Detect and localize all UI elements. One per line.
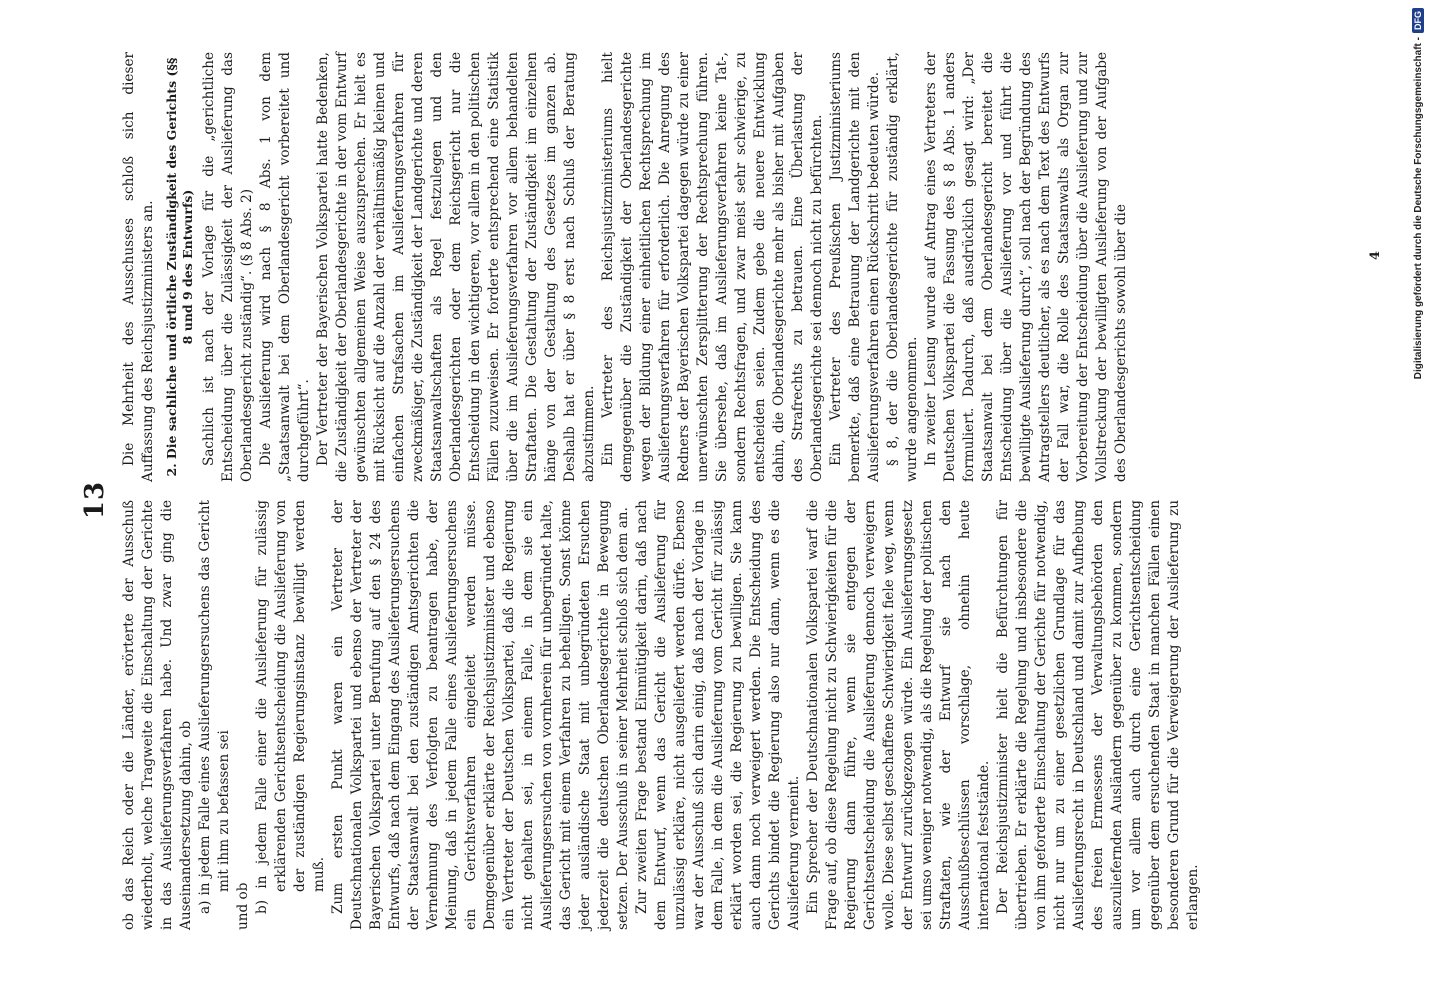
paragraph: Zum ersten Punkt waren ein Vertreter der Deutschnationalen Volkspartei und ebenso der Vertreter der Bayerischen Volkspartei unter Berufung auf den § 24 des Entwurfs, daß nach dem Eingang des Auslieferungsersuchens der Staatsanwalt bei den zuständigen Amtsgerichten die Vernehmung des Verfolgten zu beantragen habe, der Meinung, daß in jedem Falle eines Auslieferungsersuchens ein Gerichtsverfahren eingeleitet werden müsse. Demgegenüber erklärte der Reichsjustizminister und ebenso ein Vertreter der Deutschen Volkspartei, daß die Regierung nicht gehalten sei, in einem Falle, in dem sie ein Auslieferungsersuchen von vornherein für unbegründet halte, das Gericht mit einem Verfahren zu behelligen. Sonst könne jeder ausländische Staat mit unbegründeten Ersuchen jederzeit die deutschen Oberlandesgerichte in Bewegung setzen. Der Ausschuß in seiner Mehrheit schloß sich dem an. (330, 500, 631, 930)
section-heading: 2. Die sachliche und örtliche Zuständigkeit des Gerichts (§§ 8 und 9 des Entwurfs) (164, 57, 195, 477)
connector-text: und ob (235, 882, 251, 930)
page-number: 13 (80, 480, 110, 520)
dfg-logo: DFG (1412, 8, 1424, 33)
paragraph: Die Auslieferung wird nach § 8 Abs. 1 von dem „Staatsanwalt bei dem Oberlandesgericht vorbereitet und durchgeführt“. (258, 52, 312, 482)
paragraph: § 8, der die Oberlandesgerichte für zuständig erklärt, wurde angenommen. (885, 52, 920, 482)
left-column (120, 500, 1203, 930)
paragraph: Der Vertreter der Bayerischen Volkspartei hatte Bedenken, die Zuständigkeit der Oberlandesgerichte in der vom Entwurf gewünschten allgemeinen Weise auszusprechen. Er hielt es mit Rücksicht auf die Anzahl der verhältnismäßig kleinen und einfachen Strafsachen im Auslieferungsverfahren für zweckmäßiger, die Zuständigkeit der Landgerichte und deren Staatsanwaltschaften als Regel festzulegen und den Oberlandesgerichten oder dem Reichsgericht nur die Entscheidung in den wichtigeren, vor allem in den politischen Fällen zuzuweisen. Er forderte entsprechend eine Statistik über die im Auslieferungsverfahren vor allem behandelten Straftaten. Die Gestaltung der Zuständigkeit im einzelnen hänge von der Gestaltung des Gesetzes im ganzen ab. Deshalb hat er über § 8 erst nach Schluß der Beratung abzustimmen. (315, 52, 597, 482)
signature-mark: 4 (1368, 250, 1383, 260)
paragraph: In zweiter Lesung wurde auf Antrag eines Vertreters der Deutschen Volkspartei die Fassung des § 8 Abs. 1 anders formuliert. Dadurch, daß ausdrücklich gesagt wird: „Der Staatsanwalt bei dem Oberlandesgericht bereitet die Entscheidung über die Auslieferung vor und führt die bewilligte Auslieferung durch“, soll nach der Begründung des Antragstellers deutlicher, als es nach dem Text des Entwurfs der Fall war, die Rolle des Staatsanwalts als Organ zur Vorbereitung der Entscheidung über die Auslieferung und zur Vollstreckung der bewilligten Auslieferung von der Aufgabe des Oberlandesgerichts sowohl über die (923, 52, 1129, 482)
paragraph: Ein Sprecher der Deutschnationalen Volkspartei warf die Frage auf, ob diese Regelung nicht zu Schwierigkeiten für die Regierung dann führe, wenn sie entgegen der Gerichtsentscheidung die Auslieferung dennoch verweigern wolle. Diese selbst geschaffene Schwierigkeit fiele weg, wenn der Entwurf zurückgezogen würde. Ein Auslieferungsgesetz sei umso weniger notwendig, als die Regelung der politischen Straftaten, wie der Entwurf sie nach den Ausschußbeschlüssen vorschlage, ohnehin heute international feststände. (805, 500, 992, 930)
paragraph: Die Mehrheit des Ausschusses schloß sich dieser Auffassung des Reichsjustizministers an. (121, 52, 156, 482)
list-item-b: b) in jedem Falle einer die Auslieferung für zulässig erklärenden Gerichtsentscheidung die Auslieferung von der zuständigen Regierungsinstanz bewilligt werden muß. (254, 500, 327, 914)
paragraph: Der Reichsjustizminister hielt die Befürchtungen für übertrieben. Er erklärte die Regelung und insbesondere die von ihm geforderte Einschaltung der Gerichte für notwendig, nicht nur um zu einer gesetzlichen Grundlage für das Auslieferungsrecht in Deutschland und damit zur Aufhebung des freien Ermessens der Verwaltungsbehörden den auszuliefernden Ausländern gegenüber zu kommen, sondern um vor allem auch durch eine Gerichtsentscheidung gegenüber dem ersuchenden Staat in manchen Fällen einen besonderen Grund für die Verweigerung der Auslieferung zu erlangen. (995, 500, 1201, 930)
paragraph: Ein Vertreter des Reichsjustizministeriums hielt demgegenüber die Zuständigkeit der Oberlandesgerichte wegen der Bildung einer einheitlichen Rechtsprechung im Auslieferungsverfahren für erforderlich. Die Anregung des Redners der Bayerischen Volkspartei dagegen würde zu einer unerwünschten Zersplitterung der Rechtsprechung führen. Sie übersehe, daß im Auslieferungsverfahren keine Tat-, sondern Rechtsfragen, und zwar meist sehr schwierige, zu entscheiden seien. Zudem gebe die neuere Entwicklung dahin, die Oberlandesgerichte mehr als bisher mit Aufgaben des Strafrechts zu betrauen. Eine Überlastung der Oberlandesgerichte sei dennoch nicht zu befürchten. (600, 52, 825, 482)
paragraph: Ein Vertreter des Preußischen Justizministeriums bemerkte, daß eine Betrauung der Landgerichte mit den Auslieferungsverfahren einen Rückschritt bedeuten würde. (828, 52, 882, 482)
right-column (120, 52, 1131, 482)
digitization-text: Digitalisierung gefördert durch die Deutsche Forschungsgemeinschaft - (1412, 37, 1424, 380)
digitization-note (1407, 0, 1429, 1000)
paragraph: Zur zweiten Frage bestand Einmütigkeit darin, daß nach dem Entwurf, wenn das Gericht die Auslieferung für unzulässig erkläre, nicht ausgeliefert werden dürfe. Ebenso war der Ausschuß sich darin einig, daß nach der Vorlage in dem Falle, in dem die Auslieferung vom Gericht für zulässig erklärt worden sei, die Regierung zu bewilligen. Sie kann auch dann noch verweigert werden. Die Entscheidung des Gerichts bindet die Regierung also nur dann, wenn es die Auslieferung verneint. (634, 500, 802, 930)
paragraph: ob das Reich oder die Länder, erörterte der Ausschuß wiederholt, welche Tragweite die Einschaltung der Gerichte in das Auslieferungsverfahren habe. Und zwar ging die Auseinandersetzung dahin, ob (121, 500, 194, 930)
paragraph: Sachlich ist nach der Vorlage für die „gerichtliche Entscheidung über die Zulässigkeit der Auslieferung das Oberlandesgericht zuständig“. (§ 8 Abs. 2) (201, 52, 255, 482)
list-item-a: a) in jedem Falle eines Auslieferungsersuchens das Gericht mit ihm zu befassen sei (197, 500, 232, 914)
